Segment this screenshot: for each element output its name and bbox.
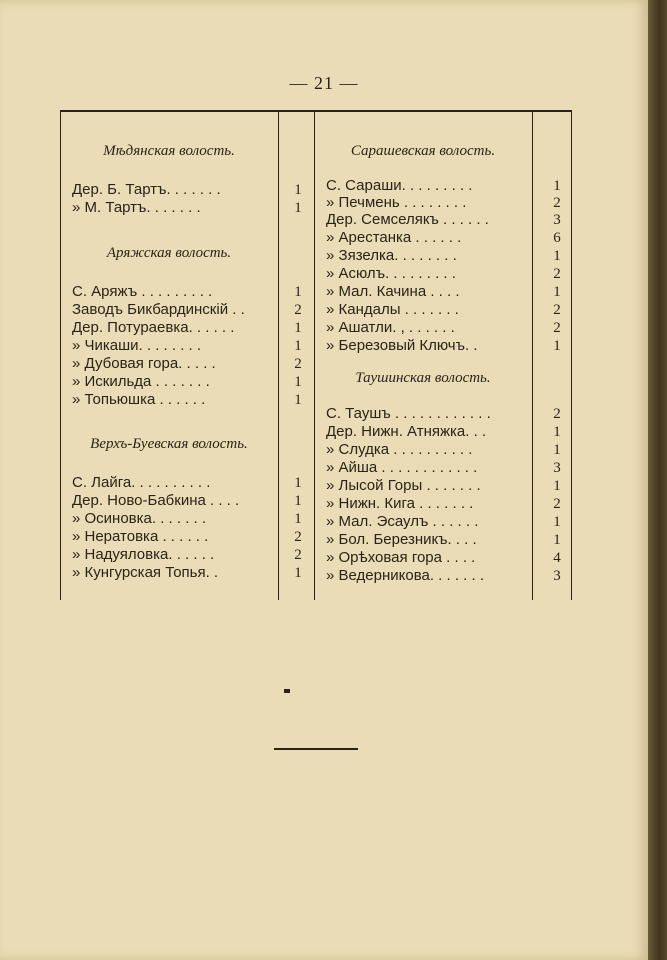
list-item: С. Лайга. . . . . . . . . .: [72, 474, 211, 491]
list-item: » Зязелка. . . . . . . .: [326, 247, 457, 264]
page-number: — 21 —: [289, 73, 359, 93]
count-value: 1: [553, 424, 561, 440]
list-item: » Кандалы . . . . . . .: [326, 301, 459, 318]
column-divider: [314, 112, 315, 600]
list-item: » Бол. Березникъ. . . .: [326, 531, 477, 548]
count-value: 3: [553, 460, 561, 476]
count-value: 1: [294, 392, 302, 408]
end-rule: [274, 748, 358, 750]
count-value: 1: [294, 374, 302, 390]
count-value: 2: [553, 195, 561, 211]
count-value: 1: [294, 182, 302, 198]
list-item: Дер. Семселякъ . . . . . .: [326, 211, 489, 228]
count-value: 1: [294, 511, 302, 527]
count-value: 3: [553, 568, 561, 584]
list-item: » Кунгурская Топья. .: [72, 564, 219, 581]
ink-mark: [284, 689, 290, 693]
list-item: » Нижн. Кига . . . . . . .: [326, 495, 474, 512]
list-item: » Дубовая гора. . . . .: [72, 355, 216, 372]
count-value: 2: [553, 496, 561, 512]
list-item: » Березовый Ключъ. .: [326, 337, 478, 354]
list-item: Заводъ Бикбардинскій . .: [72, 301, 245, 318]
section-title: Мѣдянская волость.: [103, 143, 235, 159]
list-item: Дер. Потураевка. . . . . .: [72, 319, 235, 336]
right-count-divider: [532, 112, 533, 600]
count-value: 2: [553, 406, 561, 422]
count-value: 1: [294, 320, 302, 336]
count-value: 2: [294, 547, 302, 563]
list-item: С. Аряжъ . . . . . . . . .: [72, 283, 213, 300]
list-item: Дер. Нижн. Атняжка. . .: [326, 423, 487, 440]
list-item: » Асюлъ. . . . . . . . .: [326, 265, 456, 282]
count-value: 2: [294, 302, 302, 318]
list-item: » Ашатли. , . . . . . .: [326, 319, 455, 336]
list-item: » Айша . . . . . . . . . . . .: [326, 459, 478, 476]
count-value: 1: [553, 178, 561, 194]
list-item: С. Таушъ . . . . . . . . . . . .: [326, 405, 491, 422]
count-value: 1: [553, 284, 561, 300]
list-item: » Осиновка. . . . . . .: [72, 510, 207, 527]
list-item: Дер. Б. Тартъ. . . . . . .: [72, 181, 221, 198]
table-left-border: [60, 112, 61, 600]
count-value: 1: [294, 284, 302, 300]
book-spine: [648, 0, 667, 960]
count-value: 1: [294, 200, 302, 216]
count-value: 4: [553, 550, 561, 566]
section-title: Аряжская волость.: [106, 245, 232, 261]
list-item: » Мал. Эсаулъ . . . . . .: [326, 513, 479, 530]
list-item: » Топьюшка . . . . . .: [72, 391, 206, 408]
list-item: » М. Тартъ. . . . . . .: [72, 199, 201, 216]
list-item: » Надуяловка. . . . . .: [72, 546, 215, 563]
list-item: Дер. Ново-Бабкина . . . .: [72, 492, 240, 509]
villages-table: [60, 110, 572, 600]
count-value: 1: [553, 338, 561, 354]
left-count-divider: [278, 112, 279, 600]
list-item: » Чикаши. . . . . . . .: [72, 337, 202, 354]
count-value: 3: [553, 212, 561, 228]
count-value: 1: [553, 248, 561, 264]
list-item: » Мал. Качина . . . .: [326, 283, 460, 300]
count-value: 1: [553, 532, 561, 548]
list-item: С. Сараши. . . . . . . . .: [326, 177, 473, 194]
count-value: 1: [294, 338, 302, 354]
list-item: » Печмень . . . . . . . .: [326, 194, 467, 211]
count-value: 2: [553, 320, 561, 336]
list-item: » Ведерникова. . . . . . .: [326, 567, 485, 584]
count-value: 1: [294, 475, 302, 491]
count-value: 6: [553, 230, 561, 246]
list-item: » Лысой Горы . . . . . . .: [326, 477, 481, 494]
count-value: 2: [294, 529, 302, 545]
section-title: Верхъ-Буевская волость.: [90, 436, 248, 452]
count-value: 2: [294, 356, 302, 372]
list-item: » Нератовка . . . . . .: [72, 528, 209, 545]
list-item: » Арестанка . . . . . .: [326, 229, 462, 246]
count-value: 2: [553, 302, 561, 318]
count-value: 1: [553, 514, 561, 530]
count-value: 2: [553, 266, 561, 282]
count-value: 1: [294, 565, 302, 581]
list-item: » Искильда . . . . . . .: [72, 373, 210, 390]
count-value: 1: [553, 478, 561, 494]
list-item: » Слудка . . . . . . . . . .: [326, 441, 473, 458]
section-title: Сарашевская волость.: [350, 143, 496, 159]
table-right-border: [571, 112, 572, 600]
count-value: 1: [294, 493, 302, 509]
list-item: » Орѣховая гора . . . .: [326, 549, 476, 566]
count-value: 1: [553, 442, 561, 458]
section-title: Таушинская волость.: [355, 370, 491, 386]
